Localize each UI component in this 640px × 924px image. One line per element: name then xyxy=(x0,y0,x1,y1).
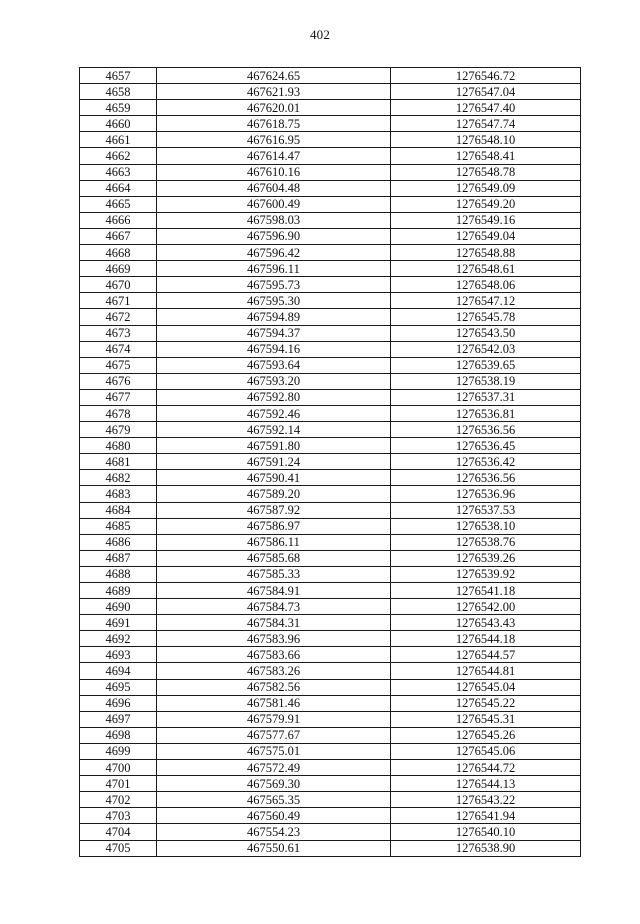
table-row xyxy=(80,357,581,373)
point-number-cell: 4662 xyxy=(80,148,157,164)
y-coordinate-cell: 1276545.31 xyxy=(391,711,581,727)
y-coordinate-cell: 1276536.81 xyxy=(391,405,581,421)
point-number-cell: 4659 xyxy=(80,100,157,116)
y-coordinate-cell: 1276542.03 xyxy=(391,341,581,357)
y-coordinate-cell: 1276536.42 xyxy=(391,454,581,470)
point-number-cell: 4705 xyxy=(80,840,157,856)
x-coordinate-cell: 467569.30 xyxy=(157,776,391,792)
x-coordinate-cell: 467591.80 xyxy=(157,438,391,454)
page-number: 402 xyxy=(309,27,331,42)
x-coordinate-cell: 467618.75 xyxy=(157,116,391,132)
y-coordinate-cell: 1276548.06 xyxy=(391,277,581,293)
x-coordinate-cell: 467594.89 xyxy=(157,309,391,325)
table-row xyxy=(80,438,581,454)
point-number-cell: 4667 xyxy=(80,228,157,244)
x-coordinate-cell: 467581.46 xyxy=(157,695,391,711)
table-row xyxy=(80,277,581,293)
y-coordinate-cell: 1276549.09 xyxy=(391,180,581,196)
table-row xyxy=(80,68,581,84)
x-coordinate-cell: 467620.01 xyxy=(157,100,391,116)
y-coordinate-cell: 1276539.92 xyxy=(391,566,581,582)
x-coordinate-cell: 467590.41 xyxy=(157,470,391,486)
x-coordinate-cell: 467604.48 xyxy=(157,180,391,196)
x-coordinate-cell: 467594.37 xyxy=(157,325,391,341)
table-row xyxy=(80,824,581,840)
point-number-cell: 4702 xyxy=(80,792,157,808)
x-coordinate-cell: 467592.46 xyxy=(157,405,391,421)
table-row xyxy=(80,148,581,164)
x-coordinate-cell: 467592.80 xyxy=(157,389,391,405)
x-coordinate-cell: 467554.23 xyxy=(157,824,391,840)
point-number-cell: 4688 xyxy=(80,566,157,582)
table-row xyxy=(80,599,581,615)
point-number-cell: 4697 xyxy=(80,711,157,727)
table-row xyxy=(80,518,581,534)
x-coordinate-cell: 467584.73 xyxy=(157,599,391,615)
x-coordinate-cell: 467584.31 xyxy=(157,615,391,631)
table-row xyxy=(80,470,581,486)
point-number-cell: 4704 xyxy=(80,824,157,840)
y-coordinate-cell: 1276536.56 xyxy=(391,470,581,486)
table-row xyxy=(80,566,581,582)
point-number-cell: 4696 xyxy=(80,695,157,711)
y-coordinate-cell: 1276538.10 xyxy=(391,518,581,534)
y-coordinate-cell: 1276540.10 xyxy=(391,824,581,840)
x-coordinate-cell: 467550.61 xyxy=(157,840,391,856)
y-coordinate-cell: 1276536.45 xyxy=(391,438,581,454)
table-row xyxy=(80,389,581,405)
x-coordinate-cell: 467582.56 xyxy=(157,679,391,695)
table-row xyxy=(80,840,581,856)
x-coordinate-cell: 467583.66 xyxy=(157,647,391,663)
point-number-cell: 4657 xyxy=(80,68,157,84)
y-coordinate-cell: 1276549.16 xyxy=(391,212,581,228)
table-row xyxy=(80,663,581,679)
y-coordinate-cell: 1276538.76 xyxy=(391,534,581,550)
y-coordinate-cell: 1276548.10 xyxy=(391,132,581,148)
y-coordinate-cell: 1276545.04 xyxy=(391,679,581,695)
x-coordinate-cell: 467624.65 xyxy=(157,68,391,84)
x-coordinate-cell: 467610.16 xyxy=(157,164,391,180)
coordinate-table xyxy=(79,67,581,857)
point-number-cell: 4700 xyxy=(80,760,157,776)
table-row xyxy=(80,245,581,261)
y-coordinate-cell: 1276549.20 xyxy=(391,196,581,212)
x-coordinate-cell: 467600.49 xyxy=(157,196,391,212)
table-row xyxy=(80,405,581,421)
table-row xyxy=(80,776,581,792)
table-row xyxy=(80,486,581,502)
x-coordinate-cell: 467565.35 xyxy=(157,792,391,808)
x-coordinate-cell: 467595.73 xyxy=(157,277,391,293)
y-coordinate-cell: 1276548.88 xyxy=(391,245,581,261)
table-row xyxy=(80,422,581,438)
x-coordinate-cell: 467593.20 xyxy=(157,373,391,389)
y-coordinate-cell: 1276539.65 xyxy=(391,357,581,373)
y-coordinate-cell: 1276547.40 xyxy=(391,100,581,116)
x-coordinate-cell: 467572.49 xyxy=(157,760,391,776)
x-coordinate-cell: 467584.91 xyxy=(157,583,391,599)
point-number-cell: 4690 xyxy=(80,599,157,615)
table-row xyxy=(80,727,581,743)
y-coordinate-cell: 1276543.43 xyxy=(391,615,581,631)
table-row xyxy=(80,164,581,180)
point-number-cell: 4686 xyxy=(80,534,157,550)
point-number-cell: 4703 xyxy=(80,808,157,824)
y-coordinate-cell: 1276548.41 xyxy=(391,148,581,164)
y-coordinate-cell: 1276537.31 xyxy=(391,389,581,405)
table-row xyxy=(80,502,581,518)
y-coordinate-cell: 1276544.18 xyxy=(391,631,581,647)
x-coordinate-cell: 467593.64 xyxy=(157,357,391,373)
point-number-cell: 4661 xyxy=(80,132,157,148)
table-row xyxy=(80,695,581,711)
table-row xyxy=(80,116,581,132)
x-coordinate-cell: 467596.42 xyxy=(157,245,391,261)
table-row xyxy=(80,550,581,566)
point-number-cell: 4672 xyxy=(80,309,157,325)
point-number-cell: 4660 xyxy=(80,116,157,132)
x-coordinate-cell: 467592.14 xyxy=(157,422,391,438)
point-number-cell: 4678 xyxy=(80,405,157,421)
table-row xyxy=(80,615,581,631)
table-row xyxy=(80,293,581,309)
point-number-cell: 4691 xyxy=(80,615,157,631)
y-coordinate-cell: 1276543.22 xyxy=(391,792,581,808)
point-number-cell: 4699 xyxy=(80,743,157,759)
x-coordinate-cell: 467586.97 xyxy=(157,518,391,534)
point-number-cell: 4676 xyxy=(80,373,157,389)
x-coordinate-cell: 467589.20 xyxy=(157,486,391,502)
point-number-cell: 4663 xyxy=(80,164,157,180)
table-row xyxy=(80,808,581,824)
y-coordinate-cell: 1276544.13 xyxy=(391,776,581,792)
table-row xyxy=(80,534,581,550)
y-coordinate-cell: 1276536.56 xyxy=(391,422,581,438)
point-number-cell: 4658 xyxy=(80,84,157,100)
x-coordinate-cell: 467596.90 xyxy=(157,228,391,244)
point-number-cell: 4670 xyxy=(80,277,157,293)
point-number-cell: 4694 xyxy=(80,663,157,679)
table-row xyxy=(80,196,581,212)
x-coordinate-cell: 467621.93 xyxy=(157,84,391,100)
table-row xyxy=(80,583,581,599)
y-coordinate-cell: 1276544.57 xyxy=(391,647,581,663)
x-coordinate-cell: 467583.96 xyxy=(157,631,391,647)
x-coordinate-cell: 467594.16 xyxy=(157,341,391,357)
table-row xyxy=(80,760,581,776)
y-coordinate-cell: 1276548.78 xyxy=(391,164,581,180)
x-coordinate-cell: 467583.26 xyxy=(157,663,391,679)
point-number-cell: 4689 xyxy=(80,583,157,599)
x-coordinate-cell: 467616.95 xyxy=(157,132,391,148)
table-row xyxy=(80,180,581,196)
x-coordinate-cell: 467577.67 xyxy=(157,727,391,743)
table-row xyxy=(80,341,581,357)
x-coordinate-cell: 467587.92 xyxy=(157,502,391,518)
table-row xyxy=(80,325,581,341)
y-coordinate-cell: 1276544.72 xyxy=(391,760,581,776)
point-number-cell: 4673 xyxy=(80,325,157,341)
x-coordinate-cell: 467586.11 xyxy=(157,534,391,550)
point-number-cell: 4680 xyxy=(80,438,157,454)
table-row xyxy=(80,309,581,325)
table-row xyxy=(80,792,581,808)
y-coordinate-cell: 1276538.90 xyxy=(391,840,581,856)
x-coordinate-cell: 467585.33 xyxy=(157,566,391,582)
y-coordinate-cell: 1276538.19 xyxy=(391,373,581,389)
y-coordinate-cell: 1276537.53 xyxy=(391,502,581,518)
y-coordinate-cell: 1276536.96 xyxy=(391,486,581,502)
y-coordinate-cell: 1276541.94 xyxy=(391,808,581,824)
point-number-cell: 4682 xyxy=(80,470,157,486)
table-row xyxy=(80,228,581,244)
table-row xyxy=(80,373,581,389)
y-coordinate-cell: 1276545.22 xyxy=(391,695,581,711)
point-number-cell: 4693 xyxy=(80,647,157,663)
point-number-cell: 4677 xyxy=(80,389,157,405)
point-number-cell: 4695 xyxy=(80,679,157,695)
x-coordinate-cell: 467579.91 xyxy=(157,711,391,727)
coordinate-table-body xyxy=(80,68,581,857)
point-number-cell: 4675 xyxy=(80,357,157,373)
point-number-cell: 4701 xyxy=(80,776,157,792)
table-row xyxy=(80,631,581,647)
x-coordinate-cell: 467560.49 xyxy=(157,808,391,824)
x-coordinate-cell: 467614.47 xyxy=(157,148,391,164)
y-coordinate-cell: 1276544.81 xyxy=(391,663,581,679)
y-coordinate-cell: 1276549.04 xyxy=(391,228,581,244)
point-number-cell: 4683 xyxy=(80,486,157,502)
table-row xyxy=(80,212,581,228)
point-number-cell: 4685 xyxy=(80,518,157,534)
point-number-cell: 4687 xyxy=(80,550,157,566)
y-coordinate-cell: 1276547.04 xyxy=(391,84,581,100)
y-coordinate-cell: 1276545.78 xyxy=(391,309,581,325)
point-number-cell: 4684 xyxy=(80,502,157,518)
y-coordinate-cell: 1276543.50 xyxy=(391,325,581,341)
table-row xyxy=(80,132,581,148)
x-coordinate-cell: 467598.03 xyxy=(157,212,391,228)
point-number-cell: 4668 xyxy=(80,245,157,261)
y-coordinate-cell: 1276545.26 xyxy=(391,727,581,743)
x-coordinate-cell: 467585.68 xyxy=(157,550,391,566)
table-row xyxy=(80,261,581,277)
x-coordinate-cell: 467591.24 xyxy=(157,454,391,470)
y-coordinate-cell: 1276548.61 xyxy=(391,261,581,277)
y-coordinate-cell: 1276541.18 xyxy=(391,583,581,599)
point-number-cell: 4671 xyxy=(80,293,157,309)
point-number-cell: 4669 xyxy=(80,261,157,277)
y-coordinate-cell: 1276545.06 xyxy=(391,743,581,759)
x-coordinate-cell: 467595.30 xyxy=(157,293,391,309)
x-coordinate-cell: 467596.11 xyxy=(157,261,391,277)
table-row xyxy=(80,100,581,116)
table-row xyxy=(80,647,581,663)
y-coordinate-cell: 1276542.00 xyxy=(391,599,581,615)
point-number-cell: 4679 xyxy=(80,422,157,438)
table-row xyxy=(80,711,581,727)
table-row xyxy=(80,454,581,470)
table-row xyxy=(80,84,581,100)
table-row xyxy=(80,743,581,759)
y-coordinate-cell: 1276546.72 xyxy=(391,68,581,84)
point-number-cell: 4698 xyxy=(80,727,157,743)
point-number-cell: 4664 xyxy=(80,180,157,196)
y-coordinate-cell: 1276547.12 xyxy=(391,293,581,309)
y-coordinate-cell: 1276539.26 xyxy=(391,550,581,566)
point-number-cell: 4681 xyxy=(80,454,157,470)
x-coordinate-cell: 467575.01 xyxy=(157,743,391,759)
point-number-cell: 4674 xyxy=(80,341,157,357)
point-number-cell: 4666 xyxy=(80,212,157,228)
y-coordinate-cell: 1276547.74 xyxy=(391,116,581,132)
point-number-cell: 4665 xyxy=(80,196,157,212)
table-row xyxy=(80,679,581,695)
point-number-cell: 4692 xyxy=(80,631,157,647)
